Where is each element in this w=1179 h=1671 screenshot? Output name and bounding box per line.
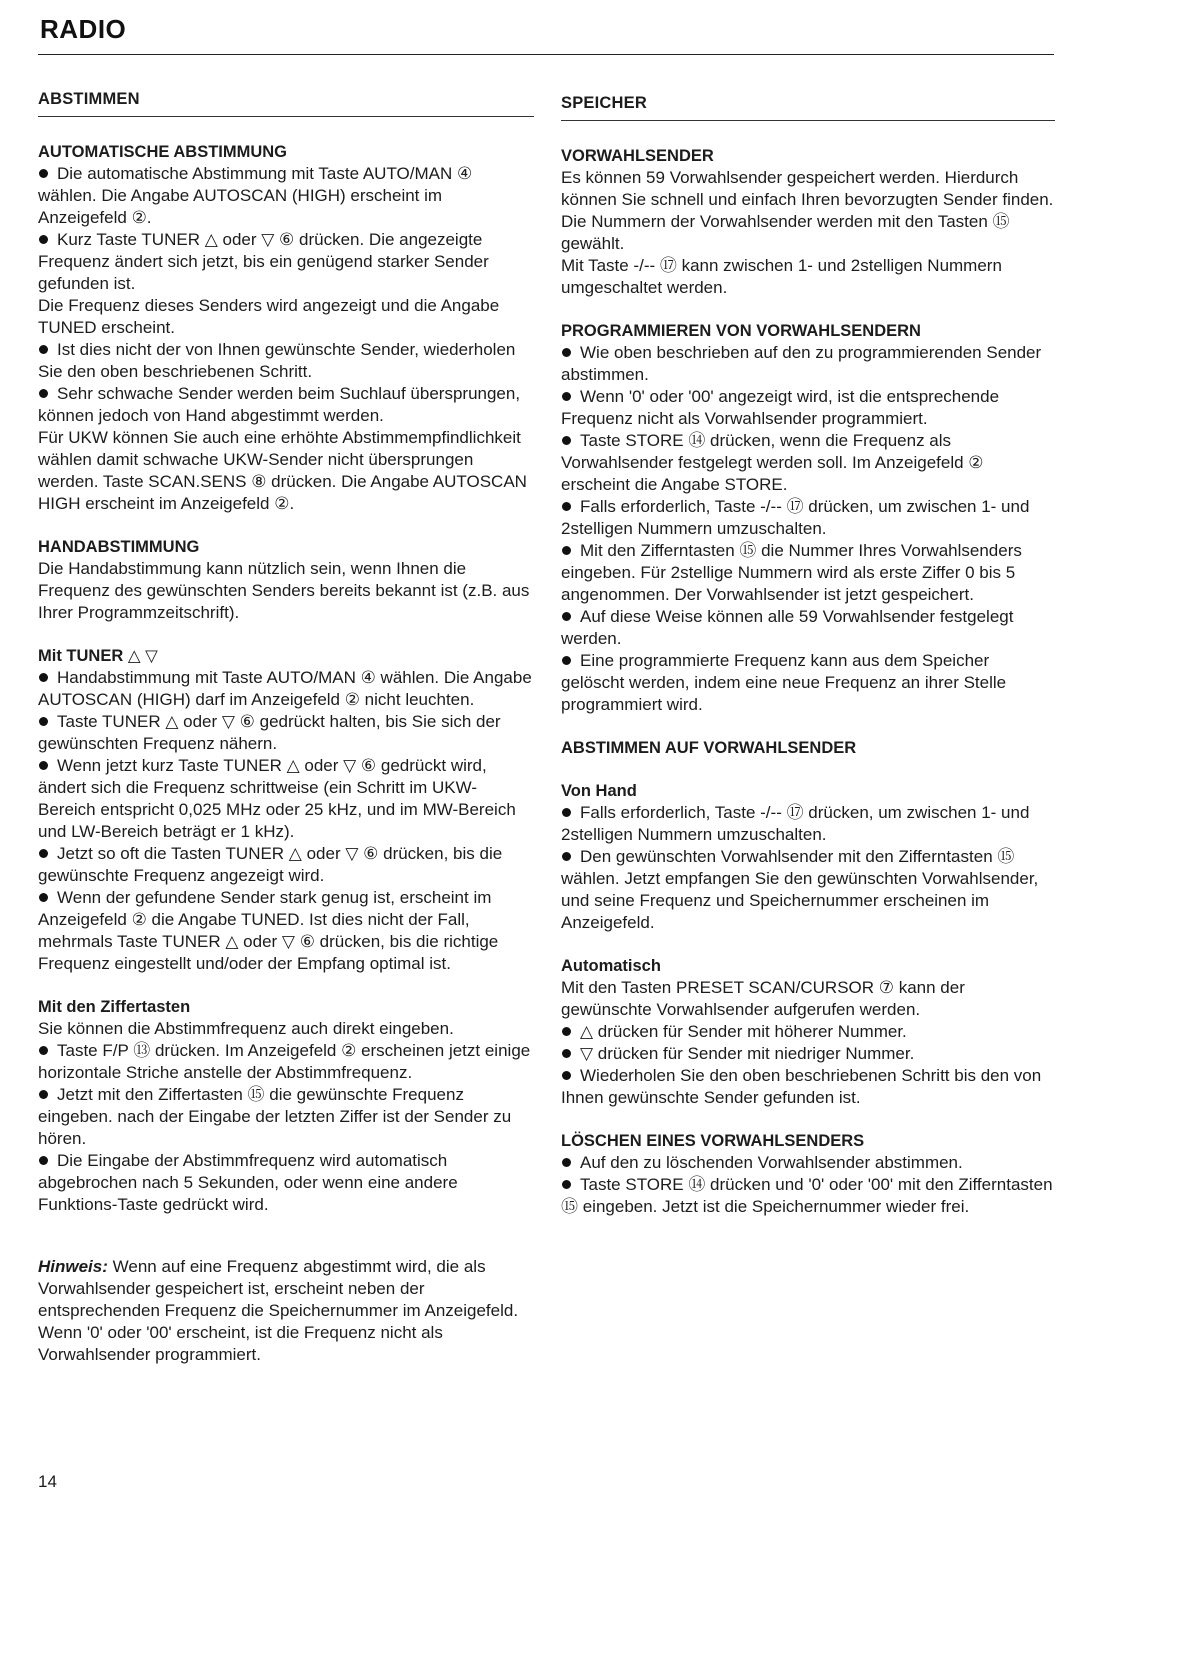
delete-preset-para: Taste STORE ⑭ drücken und '0' oder '00' mit den Zifferntasten ⑮ eingeben. Jetzt ist die Speichernummer wieder frei.: [561, 1174, 1055, 1218]
preset-title: VORWAHLSENDER: [561, 147, 714, 165]
note-text: Wenn auf eine Frequenz abgestimmt wird, die als Vorwahlsender gespeichert ist, erscheint neben der entsprechenden Frequenz die Speichernummer im Anzeigefeld. Wenn '0' oder '00' erscheint, ist die Frequenz nicht als Vorwahlsender programmiert.: [38, 1257, 519, 1364]
right-column: [561, 92, 1055, 1239]
auto-tuning-para: Ist dies nicht der von Ihnen gewünschte Sender, wiederholen Sie den oben beschriebenen Schritt.: [38, 339, 534, 383]
tuner-para: Taste TUNER △ oder ▽ ⑥ gedrückt halten, bis Sie sich der gewünschten Frequenz nähern.: [38, 711, 534, 755]
auto-tuning-para: Für UKW können Sie auch eine erhöhte Abstimmempfindlichkeit wählen damit schwache UKW-Sender nicht übersprungen werden. Taste SCAN.SENS ⑧ drücken. Die Angabe AUTOSCAN HIGH erscheint im Anzeigefeld ②.: [38, 428, 527, 513]
preset-section: [561, 145, 1055, 299]
section-header-abstimmen: ABSTIMMEN: [38, 88, 534, 117]
digit-keys-section: [38, 996, 534, 1216]
automatic-preset-para: Wiederholen Sie den oben beschriebenen Schritt bis den von Ihnen gewünschte Sender gefunden ist.: [561, 1065, 1055, 1109]
manual-tuning-para: Die Handabstimmung kann nützlich sein, wenn Ihnen die Frequenz des gewünschten Senders bereits bekannt ist (z.B. aus Ihrer Programmzeitschrift).: [38, 559, 530, 622]
note-lead: Hinweis:: [38, 1257, 108, 1276]
manual-tuning-section: [38, 536, 534, 624]
note: [38, 1256, 534, 1366]
manual-preset-para: Falls erforderlich, Taste -/-- ⑰ drücken, um zwischen 1- und 2stelligen Nummern umzuschalten.: [561, 802, 1055, 846]
automatic-preset-para: △ drücken für Sender mit höherer Nummer.: [561, 1021, 1055, 1043]
programming-para: Eine programmierte Frequenz kann aus dem Speicher gelöscht werden, indem eine neue Frequenz an ihrer Stelle programmiert wird.: [561, 650, 1055, 716]
programming-title: PROGRAMMIEREN VON VORWAHLSENDERN: [561, 322, 921, 340]
tune-preset-title: ABSTIMMEN AUF VORWAHLSENDER: [561, 739, 857, 757]
auto-tuning-para: Sehr schwache Sender werden beim Suchlauf übersprungen, können jedoch von Hand abgestimmt werden.: [38, 383, 534, 427]
digit-keys-para: Taste F/P ⑬ drücken. Im Anzeigefeld ② erscheinen jetzt einige horizontale Striche anstelle der Abstimmfrequenz.: [38, 1040, 534, 1084]
programming-para: Wie oben beschrieben auf den zu programmierenden Sender abstimmen.: [561, 342, 1055, 386]
preset-para: Es können 59 Vorwahlsender gespeichert werden. Hierdurch können Sie schnell und einfach Ihren bevorzugten Sender finden.: [561, 168, 1054, 209]
delete-preset-para: Auf den zu löschenden Vorwahlsender abstimmen.: [561, 1152, 1055, 1174]
left-column: [38, 88, 534, 1366]
automatic-preset-section: [561, 955, 1055, 1109]
manual-preset-para: Den gewünschten Vorwahlsender mit den Zifferntasten ⑮ wählen. Jetzt empfangen Sie den gewünschten Vorwahlsender, und seine Frequenz und Speichernummer erscheinen im Anzeigefeld.: [561, 846, 1055, 934]
programming-section: [561, 320, 1055, 716]
auto-tuning-section: [38, 141, 534, 515]
manual-tuning-title: HANDABSTIMMUNG: [38, 538, 200, 556]
tuner-para: Handabstimmung mit Taste AUTO/MAN ④ wählen. Die Angabe AUTOSCAN (HIGH) darf im Anzeigefeld ② nicht leuchten.: [38, 667, 534, 711]
auto-tuning-para: Die Frequenz dieses Senders wird angezeigt und die Angabe TUNED erscheint.: [38, 296, 500, 337]
tuner-section: [38, 645, 534, 975]
delete-preset-section: [561, 1130, 1055, 1218]
preset-para: Die Nummern der Vorwahlsender werden mit den Tasten ⑮ gewählt.: [561, 212, 1010, 253]
title-rule: [38, 54, 1054, 55]
programming-para: Wenn '0' oder '00' angezeigt wird, ist die entsprechende Frequenz nicht als Vorwahlsender programmiert.: [561, 386, 1055, 430]
tuner-para: Wenn jetzt kurz Taste TUNER △ oder ▽ ⑥ gedrückt wird, ändert sich die Frequenz schrittweise (ein Schritt im UKW-Bereich entspricht 0,025 MHz oder 25 kHz, und im MW-Bereich und LW-Bereich beträgt er 1 kHz).: [38, 755, 534, 843]
auto-tuning-title: AUTOMATISCHE ABSTIMMUNG: [38, 143, 288, 161]
manual-preset-title: Von Hand: [561, 782, 637, 800]
automatic-preset-para: Mit den Tasten PRESET SCAN/CURSOR ⑦ kann der gewünschte Vorwahlsender aufgerufen werden.: [561, 978, 965, 1019]
auto-tuning-para: Die automatische Abstimmung mit Taste AUTO/MAN ④ wählen. Die Angabe AUTOSCAN (HIGH) erscheint im Anzeigefeld ②.: [38, 163, 534, 229]
automatic-preset-para: ▽ drücken für Sender mit niedriger Nummer.: [561, 1043, 1055, 1065]
page-title: RADIO: [40, 14, 127, 44]
manual-preset-section: [561, 780, 1055, 934]
tuner-para: Jetzt so oft die Tasten TUNER △ oder ▽ ⑥ drücken, bis die gewünschte Frequenz angezeigt wird.: [38, 843, 534, 887]
automatic-preset-title: Automatisch: [561, 957, 661, 975]
programming-para: Falls erforderlich, Taste -/-- ⑰ drücken, um zwischen 1- und 2stelligen Nummern umzuschalten.: [561, 496, 1055, 540]
delete-preset-title: LÖSCHEN EINES VORWAHLSENDERS: [561, 1132, 865, 1150]
digit-keys-para: Die Eingabe der Abstimmfrequenz wird automatisch abgebrochen nach 5 Sekunden, oder wenn eine andere Funktions-Taste gedrückt wird.: [38, 1150, 534, 1216]
programming-para: Mit den Zifferntasten ⑮ die Nummer Ihres Vorwahlsenders eingeben. Für 2stellige Nummern wird als erste Ziffer 0 bis 5 angenommen. Der Vorwahlsender ist jetzt gespeichert.: [561, 540, 1055, 606]
tune-preset-section: [561, 737, 1055, 759]
page-number: 14: [38, 1472, 57, 1491]
auto-tuning-para: Kurz Taste TUNER △ oder ▽ ⑥ drücken. Die angezeigte Frequenz ändert sich jetzt, bis ein genügend starker Sender gefunden ist.: [38, 229, 534, 295]
programming-para: Auf diese Weise können alle 59 Vorwahlsender festgelegt werden.: [561, 606, 1055, 650]
digit-keys-para: Jetzt mit den Ziffertasten ⑮ die gewünschte Frequenz eingeben. nach der Eingabe der letzten Ziffer ist der Sender zu hören.: [38, 1084, 534, 1150]
programming-para: Taste STORE ⑭ drücken, wenn die Frequenz als Vorwahlsender festgelegt werden soll. Im Anzeigefeld ② erscheint die Angabe STORE.: [561, 430, 1055, 496]
tuner-title: Mit TUNER △ ▽: [38, 647, 158, 665]
digit-keys-title: Mit den Ziffertasten: [38, 998, 191, 1016]
tuner-para: Wenn der gefundene Sender stark genug ist, erscheint im Anzeigefeld ② die Angabe TUNED. Ist dies nicht der Fall, mehrmals Taste TUNER △ oder ▽ ⑥ drücken, bis die richtige Frequenz eingestellt und/oder der Empfang optimal ist.: [38, 887, 534, 975]
digit-keys-para: Sie können die Abstimmfrequenz auch direkt eingeben.: [38, 1019, 454, 1038]
section-header-speicher: SPEICHER: [561, 92, 1055, 121]
preset-para: Mit Taste -/-- ⑰ kann zwischen 1- und 2stelligen Nummern umgeschaltet werden.: [561, 256, 1002, 297]
